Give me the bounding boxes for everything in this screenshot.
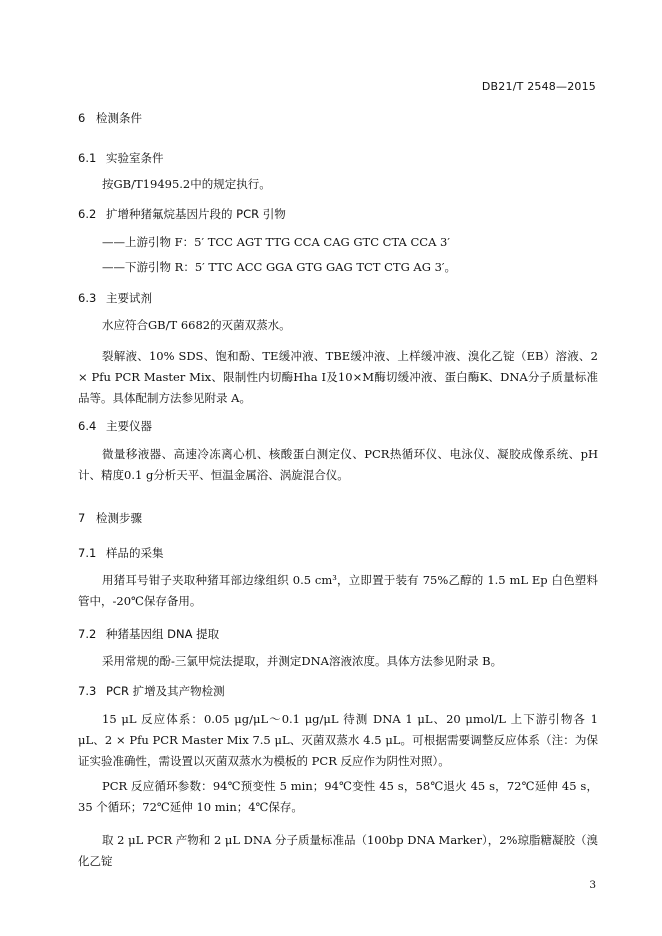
section-title: PCR 扩增及其产物检测 — [106, 684, 225, 698]
paragraph: 取 2 μL PCR 产物和 2 μL DNA 分子质量标准品（100bp DNA Marker），2%琼脂糖凝胶（溴化乙锭 — [78, 833, 598, 868]
section-title: 实验室条件 — [106, 151, 164, 165]
paragraph: 用猪耳号钳子夹取种猪耳部边缘组织 0.5 cm³，立即置于装有 75%乙醇的 1.5 mL Ep 白色塑料管中，-20℃保存备用。 — [78, 573, 598, 608]
primer-reverse: ——下游引物 R：5′ TTC ACC GGA GTG GAG TCT CTG AG 3′。 — [102, 260, 457, 274]
paragraph: PCR 反应循环参数：94℃预变性 5 min；94℃变性 45 s，58℃退火 45 s，72℃延伸 45 s，35 个循环；72℃延伸 10 min；4℃保存。 — [78, 779, 598, 814]
section-6-1-heading — [78, 150, 164, 166]
section-title: 主要试剂 — [106, 291, 152, 305]
section-7-3-heading — [78, 683, 225, 699]
section-title: 检测条件 — [96, 111, 142, 125]
primer-forward: ——上游引物 F：5′ TCC AGT TTG CCA CAG GTC CTA CCA 3′ — [102, 235, 450, 249]
section-6-4-heading — [78, 418, 152, 434]
section-number: 6.2 — [78, 207, 97, 221]
paragraph: 裂解液、10% SDS、饱和酚、TE缓冲液、TBE缓冲液、上样缓冲液、溴化乙锭（EB）溶液、2 × Pfu PCR Master Mix、限制性内切酶Hha I及10×M酶切缓冲液、蛋白酶K、DNA分子质量标准品等。具体配制方法参见附录 A。 — [78, 349, 598, 405]
section-number: 6.3 — [78, 291, 97, 305]
section-7-1-heading — [78, 545, 164, 561]
section-title: 样品的采集 — [106, 546, 164, 560]
section-7-2-heading — [78, 626, 219, 642]
section-7-heading — [78, 510, 142, 526]
section-number: 6.4 — [78, 419, 97, 433]
section-6-heading — [78, 110, 142, 126]
section-6-3-heading — [78, 290, 152, 306]
section-title: 种猪基因组 DNA 提取 — [106, 627, 220, 641]
section-number: 6.1 — [78, 151, 97, 165]
section-number: 7.2 — [78, 627, 97, 641]
paragraph: 采用常规的酚-三氯甲烷法提取，并测定DNA溶液浓度。具体方法参见附录 B。 — [102, 654, 503, 668]
section-number: 7 — [78, 511, 86, 525]
section-6-2-heading — [78, 206, 286, 222]
paragraph: 15 μL 反应体系：0.05 μg/μL～0.1 μg/μL 待测 DNA 1 μL、20 μmol/L 上下游引物各 1 μL、2 × Pfu PCR Master Mix 7.5 μL、灭菌双蒸水 4.5 μL。可根据需要调整反应体系（注：为保证实验准确性，需设置以灭菌双蒸水为模板的 PCR 反应作为阴性对照）。 — [78, 712, 598, 768]
section-title: 检测步骤 — [96, 511, 142, 525]
section-title: 主要仪器 — [106, 419, 152, 433]
section-title: 扩增种猪氟烷基因片段的 PCR 引物 — [106, 207, 286, 221]
header-standard-code: DB21/T 2548—2015 — [481, 80, 596, 93]
section-number: 7.1 — [78, 546, 97, 560]
page-number: 3 — [589, 879, 596, 891]
section-number: 7.3 — [78, 684, 97, 698]
paragraph: 按GB/T19495.2中的规定执行。 — [102, 177, 271, 191]
section-number: 6 — [78, 111, 86, 125]
paragraph: 水应符合GB/T 6682的灭菌双蒸水。 — [102, 318, 291, 332]
paragraph: 微量移液器、高速冷冻离心机、核酸蛋白测定仪、PCR热循环仪、电泳仪、凝胶成像系统、pH计、精度0.1 g分析天平、恒温金属浴、涡旋混合仪。 — [78, 447, 598, 482]
